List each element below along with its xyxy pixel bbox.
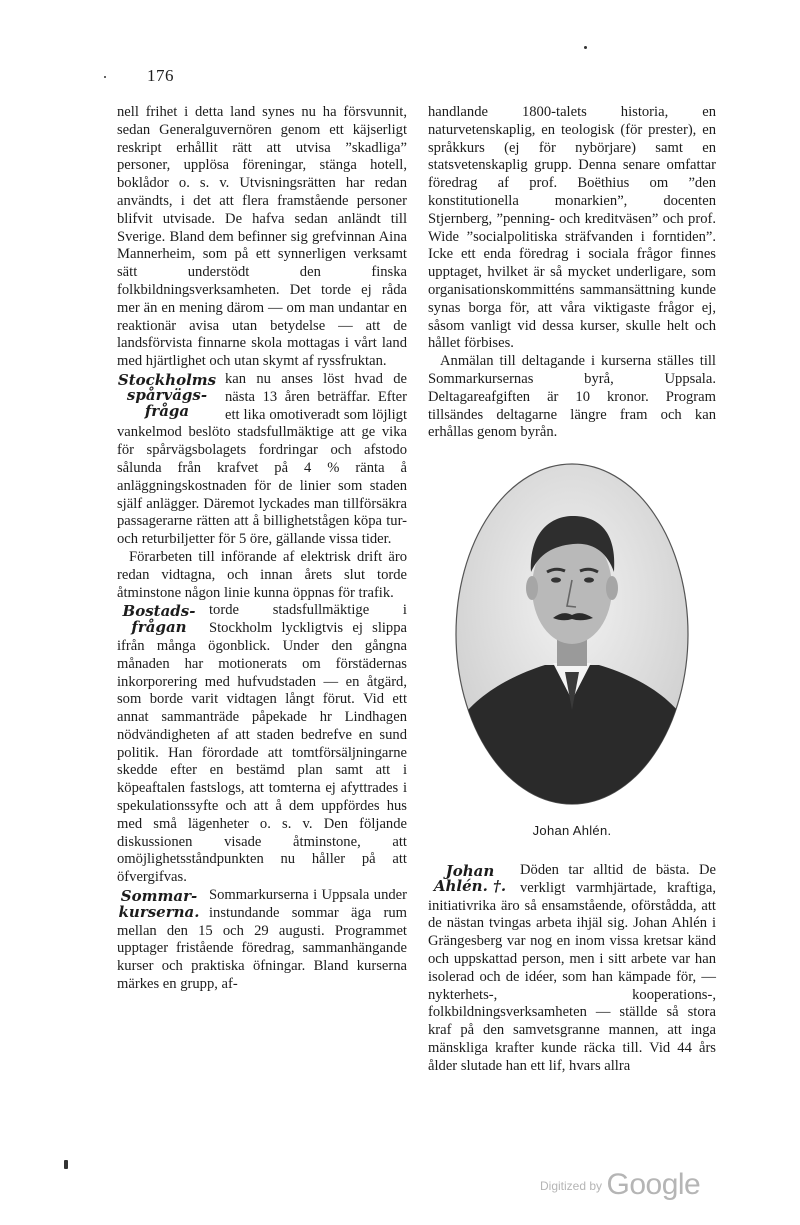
digitized-by-google-watermark [540,1168,700,1202]
obituary-section [428,862,716,1076]
right-column [428,104,716,1076]
sommar-text: Sommarkurserna i Uppsala under instundande sommar äga rum mellan den 15 och 29 augusti. Programmet upptager fristående föredrag, sammanhängande kurser och praktiska öfningar. Bland kurserna märkes en grupp, af- [117,887,407,993]
portrait-photo [453,460,691,808]
ink-speck [64,1160,68,1169]
watermark-prefix: Digitized by [540,1179,603,1193]
stockholm-section [117,371,407,602]
google-logo: Google [606,1168,701,1201]
stockholm-text: kan nu anses löst hvad de nästa 13 åren beträffar. Efter ett lika omotiveradt som löjligt vankelmod beslöto stadsfullmäktige att ge vika för spårvägsbolagets fordringar och afstodo sålunda från krafvet på 4 % ränta å anläggningskostnaden för de linier som staden själf anlägger. Däremot lyckades man tillförsäkra passagerarne rätten att å billighetstågen köpa tur- och returbiljetter för 5 öre, gällande vissa tider. [117,370,407,548]
intro-paragraph: nell frihet i detta land synes nu ha försvunnit, sedan Generalguvernören genom ett käjserligt reskript erhållit rätt att utvisa ”skadliga” personer, upplösa föreningar, stänga hotell, boklådor o. s. v. Utvisningsrätten har redan användts, i det att flera framstående personer blifvit utvisade. De hafva sedan anländt till Sverige. Bland dem befinner sig grefvinnan Aina Mannerheim, som på ett synnerligen verksamt sätt understödt den finska folkbildningsverksamheten. Det torde ej råda mer än en mening därom — om man undantar en reaktionär avisa utan betydelse — att de landsförvista finnarne skola mottagas i vårt land med hjärtlighet och utan skymt af ryssfruktan. [117,104,407,370]
ink-speck [104,76,106,78]
obituary-text: Döden tar alltid de bästa. De verkligt varmhjärtade, kraftiga, initiativrika äro så ensamstående, oförstådda, att de nästan tvingas arbeta ihjäl sig. Johan Ahlén i Grängesberg var nog en inom vissa kretsar känd och uppskattad person, men i sitt arbete var han isolerad och de idéer, som han kämpade för, — nykterhets-, kooperations-, folkbildningsverksamheten — ställde så stora kraf på den samvetsgranne mannen, att inga mänskliga krafter kunde räcka till. Vid 44 års ålder slutade han ett lif, hvars allra [428,861,716,1074]
sommar-continuation: handlande 1800-talets historia, en naturvetenskaplig, en teologisk (för prester), en språkkurs (ej för nybörjare) samt en statsvetenskaplig grupp. Denna senare omfattar föredrag af prof. Boëthius om ”den konstitutionella monarkien”, docenten Stjernberg, ”penning- och kreditväsen” och prof. Wide ”socialpolitiska sträfvanden i forntiden”. Icke ett enda föredrag i sociala frågor finnes upptaget, hvilket är så mycket underligare, som organisationskommitténs sammansättning kunde synas borga för, att våra viktigaste frågor ej, såsom vanligt vid dessa kurser, skulle helt och hållet förbises. [428,104,716,352]
stockholm-followup: Förarbeten till införande af elektrisk drift äro redan vidtagna, och innan årets slut torde åtminstone någon linie kunna öppnas för trafik. [117,548,407,601]
obituary-heading: Johan Ahlén. †. [433,861,507,896]
bostads-section [117,602,407,887]
ink-speck [584,46,587,49]
portrait-caption: Johan Ahlén. [532,823,612,839]
stockholm-heading: Stockholms spårvägs-fråga [117,370,217,420]
bostads-text: torde stadsfullmäktige i Stockholm lyckligtvis ej slippa ifrån många ögonblick. Under den gångna månaden har motionerats om förstädernas inkorporering med hufvudstaden — en åtgärd, som borde varit vidtagen långt förut. Vid ett annat sammanträde påpekade hr Lindhagen nödvändigheten af att staden bedrefve en sund politik. Han förordade att tomtförsäljningarne skedde efter en bestämd plan samt att i köpeaftalen fastslogs, att tomterna ej afyttrades i spekulationssyfte och att å dem uppfördes hus med små lägenheter o. s. v. Den följande diskussionen visade åtminstone, att omöjlighetsståndpunkten nu håller på att öfvergifvas. [117,602,407,886]
left-column [117,104,407,994]
bostads-heading: Bostads-frågan [122,602,196,636]
registration-paragraph: Anmälan till deltagande i kurserna ställes till Sommarkursernas byrå, Uppsala. Deltagareafgiften är 10 kronor. Program tillsändes deltagarne längre fram och kan erhållas genom byrån. [428,353,716,441]
sommar-section [117,887,407,994]
page-number: 176 [147,66,174,85]
sommar-heading: Sommar-kurserna. [118,887,200,921]
portrait-illustration [453,460,691,808]
